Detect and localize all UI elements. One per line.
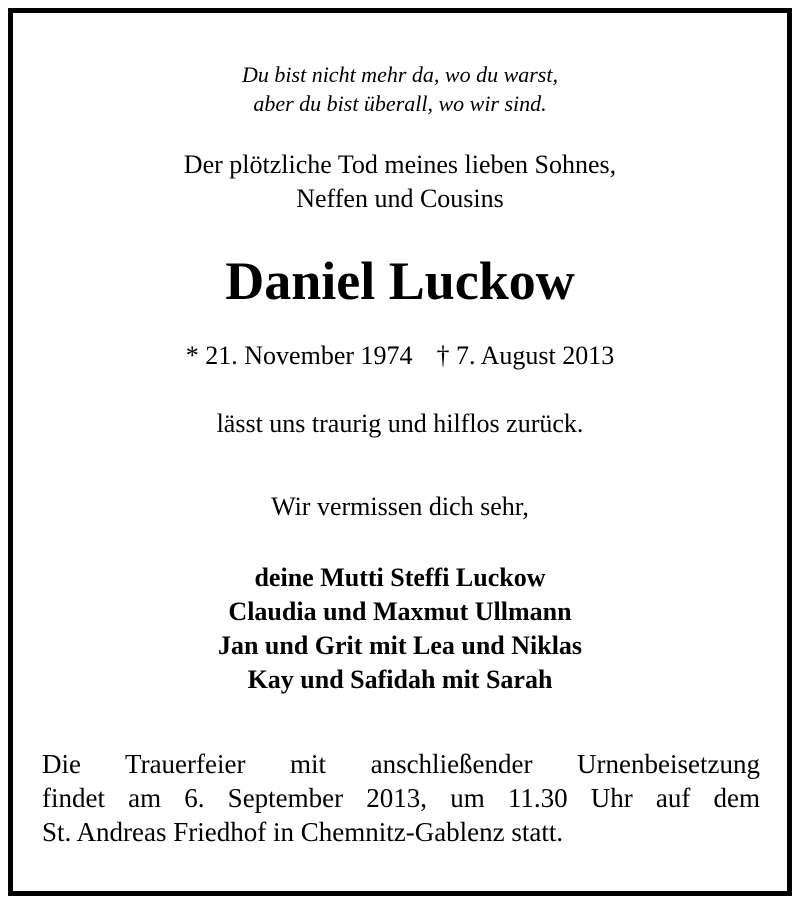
- service-notice-line-3: St. Andreas Friedhof in Chemnitz-Gablenz statt.: [42, 817, 564, 847]
- intro-line-1: Der plötzliche Tod meines lieben Sohnes,: [183, 150, 617, 179]
- deceased-name: Daniel Luckow: [225, 251, 575, 311]
- farewell-text: Wir vermissen dich sehr,: [271, 492, 529, 521]
- intro-line-2: Neffen und Cousins: [296, 184, 504, 213]
- mourner-line: deine Mutti Steffi Luckow: [254, 563, 546, 592]
- death-date: † 7. August 2013: [436, 341, 615, 370]
- service-notice-line-1: Die Trauerfeier mit anschließender Urnenbeisetzung: [42, 749, 760, 779]
- life-dates: [0, 341, 800, 371]
- mourner-line: Kay und Safidah mit Sarah: [247, 665, 553, 694]
- service-notice: [42, 747, 760, 849]
- motto-line-2: aber du bist überall, wo wir sind.: [253, 91, 547, 116]
- mourner-line: Claudia und Maxmut Ullmann: [228, 597, 572, 626]
- service-notice-line-2: findet am 6. September 2013, um 11.30 Uhr auf dem: [42, 783, 760, 813]
- birth-date: * 21. November 1974: [185, 341, 413, 370]
- mourner-line: Jan und Grit mit Lea und Niklas: [217, 631, 583, 660]
- statement-text: lässt uns traurig und hilflos zurück.: [216, 409, 584, 438]
- motto-line-1: Du bist nicht mehr da, wo du warst,: [242, 62, 558, 87]
